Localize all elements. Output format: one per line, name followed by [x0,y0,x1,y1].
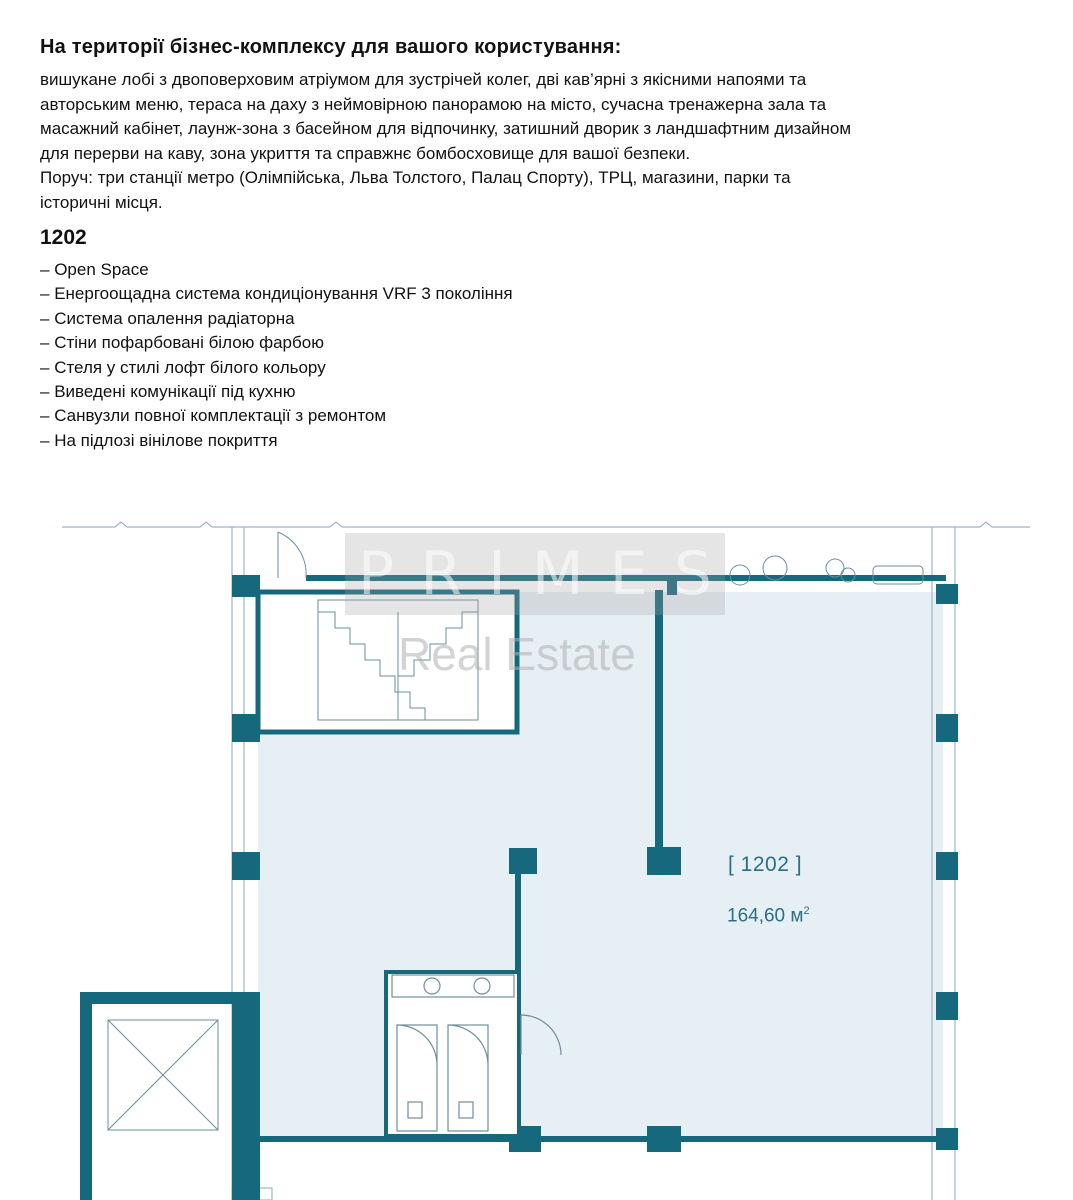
feature-item: – На підлозі вінілове покриття [40,429,513,453]
feature-item: – Стіни пофарбовані білою фарбою [40,331,513,355]
intro-line: Поруч: три станції метро (Олімпійська, Льва Толстого, Палац Спорту), ТРЦ, магазини, парки та [40,168,791,187]
intro-line: авторським меню, тераса на даху з неймовірною панорамою на місто, сучасна тренажерна зала та [40,94,827,114]
entry-door [278,532,306,578]
exterior-edge-line [62,522,1030,527]
watermark-logo [345,533,725,615]
room-label: [ 1202 ] [728,853,803,876]
room-area [727,905,810,927]
unit-number: 1202 [40,226,87,249]
feature-item: – Open Space [40,258,513,282]
section-heading: На території бізнес-комплексу для вашого користування: [40,36,622,58]
room-area-value: 164,60 м [727,905,804,927]
watermark-letter: R [420,539,463,609]
intro-line: масажний кабінет, лаунж-зона з басейном для відпочинку, затишний дворик з ландшафтним дизайном [40,119,852,138]
intro-line: історичні місця. [40,192,163,212]
watermark-subtitle: Real Estate [398,628,636,680]
feature-list [40,258,513,453]
feature-item: – Енергоощадна система кондиціонування VRF 3 покоління [40,282,513,306]
feature-item: – Санвузли повної комплектації з ремонтом [40,404,513,428]
elevator-shaft [108,1020,218,1130]
room-area-unit: 2 [803,905,810,917]
feature-item: – Виведені комунікації під кухню [40,380,513,404]
feature-item: – Система опалення радіаторна [40,307,513,331]
watermark-letter: P [358,539,395,609]
feature-item: – Стеля у стилі лофт білого кольору [40,356,513,380]
intro-line: вишукане лобі з двоповерховим атріумом для зустрічей колег, дві кав’ярні з якісними напоями та [40,70,807,89]
watermark-letter: E [609,539,648,609]
watermark-letter: M [531,539,584,609]
watermark-letter: I [488,539,506,609]
intro-text [40,68,1040,215]
watermark-letter: S [673,539,712,609]
intro-line: для перерви на каву, зона укриття та справжнє бомбосховище для вашої безпеки. [40,143,691,163]
